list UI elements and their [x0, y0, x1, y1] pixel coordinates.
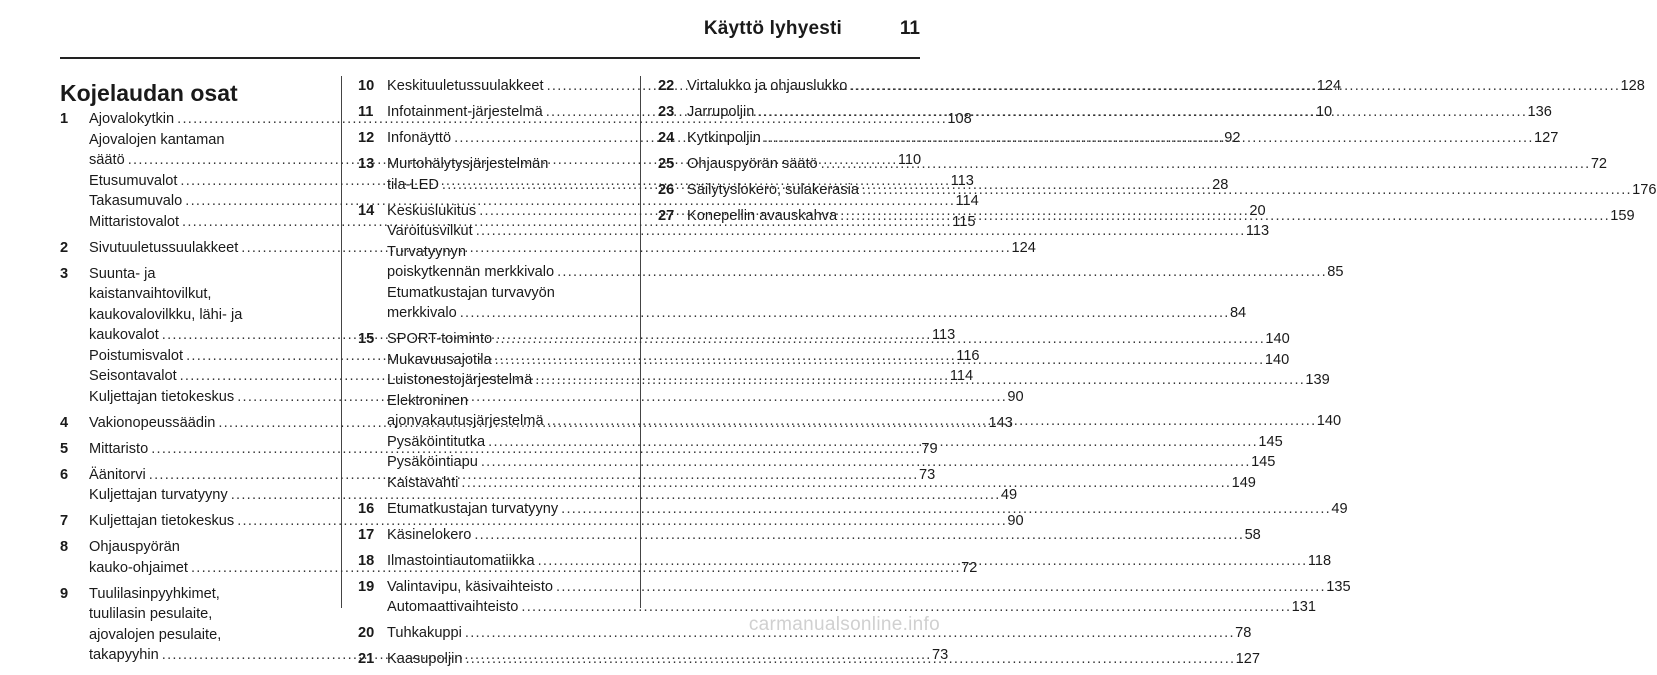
entry-label: Etusumuvalot	[89, 172, 178, 189]
entry-label: kaukovalovilkku, lähi- ja	[89, 306, 243, 323]
page-reference: 20	[1249, 202, 1266, 219]
entry-line	[89, 485, 1018, 506]
dot-leader	[547, 411, 1314, 432]
entry-line	[89, 604, 325, 625]
entry-number: 9	[60, 585, 69, 602]
dot-leader	[557, 262, 1324, 283]
entry-label: Suunta- ja	[89, 265, 156, 282]
entry-line	[387, 499, 1348, 520]
dot-leader	[850, 76, 1617, 97]
entry-number: 3	[60, 265, 69, 282]
dot-leader	[495, 350, 1262, 371]
page-reference: 90	[1007, 513, 1024, 529]
index-entry	[358, 525, 1261, 546]
entry-label: Luistonestojärjestelmä	[387, 372, 533, 388]
entry-number: 19	[358, 578, 375, 595]
page-header	[0, 0, 960, 60]
page-reference: 118	[1307, 552, 1332, 569]
entry-line	[387, 283, 626, 304]
entry-number: 25	[658, 156, 675, 172]
entry-body	[387, 525, 1261, 546]
dot-leader	[474, 525, 1241, 546]
index-entry	[358, 499, 1348, 520]
watermark-text: carmanualsonline.info	[748, 614, 940, 635]
page-reference: 28	[1212, 176, 1229, 193]
entry-number: 22	[658, 78, 675, 94]
entry-label: poiskytkennän merkkivalo	[387, 264, 555, 280]
page-reference: 72	[961, 559, 978, 576]
entry-number: 20	[358, 625, 375, 641]
entry-number: 24	[658, 130, 675, 146]
entry-number: 5	[60, 440, 69, 457]
entry-label: Konepellin avauskahva	[687, 208, 838, 224]
entry-line	[387, 452, 1276, 473]
entry-number: 27	[658, 208, 675, 224]
page-reference: 113	[931, 327, 956, 343]
page-reference: 124	[1316, 78, 1342, 94]
dot-leader	[495, 329, 1262, 350]
page-reference: 124	[1011, 239, 1036, 256]
entry-label: kaukovalot	[89, 327, 159, 343]
entry-label: Kuljettajan tietokeskus	[89, 388, 235, 405]
entry-number: 21	[358, 651, 375, 667]
dot-leader	[561, 499, 1328, 520]
page-reference: 176	[1632, 182, 1657, 198]
entry-number: 23	[658, 104, 675, 120]
entry-label: Infotainment-järjestelmä	[387, 104, 543, 120]
page-reference: 136	[1527, 104, 1552, 120]
page-reference: 108	[947, 111, 972, 127]
page-reference: 145	[1251, 454, 1276, 470]
dot-leader	[764, 128, 1531, 149]
entry-line	[89, 284, 325, 305]
page-reference: 84	[1229, 305, 1247, 321]
entry-label: kaistanvaihtovilkut,	[89, 286, 212, 302]
dot-leader	[460, 303, 1227, 324]
entry-label: Ajovalojen kantaman	[89, 131, 225, 148]
entry-label: Pysäköintitutka	[387, 433, 486, 450]
entry-line	[89, 130, 325, 151]
entry-label: Mukavuusajotila	[387, 351, 492, 368]
page-reference: 127	[1534, 130, 1559, 146]
section-title: Kojelaudan osat	[60, 80, 238, 106]
entry-label: Säilytyslokero, sulakerasia	[687, 182, 859, 198]
entry-body	[89, 511, 1024, 532]
entry-body	[387, 577, 1351, 618]
page-reference: 79	[921, 440, 938, 457]
page-reference: 135	[1326, 578, 1351, 595]
entry-label: merkkivalo	[387, 305, 457, 321]
entry-line	[387, 242, 626, 263]
entry-label: Ajovalokytkin	[89, 111, 175, 127]
page-reference: 114	[949, 368, 974, 384]
entry-label: säätö	[89, 152, 125, 168]
entry-label: Pysäköintiapu	[387, 454, 478, 470]
dot-leader	[556, 577, 1323, 598]
page-reference: 140	[1265, 331, 1290, 347]
entry-label: Automaattivaihteisto	[387, 599, 519, 615]
dot-leader	[465, 649, 1232, 670]
entry-body	[687, 154, 1608, 175]
page-reference: 10	[1315, 104, 1333, 120]
entry-label: ajovalojen pesulaite,	[89, 626, 222, 643]
entry-label: Jarrupoljin	[687, 104, 755, 120]
entry-line	[687, 154, 1608, 175]
entry-line	[89, 264, 325, 285]
entry-number: 2	[60, 239, 69, 256]
entry-number: 8	[60, 539, 69, 555]
entry-label: Käsinelokero	[387, 526, 472, 543]
page-reference: 159	[1610, 208, 1635, 224]
entry-body	[387, 499, 1348, 520]
entry-number: 11	[358, 104, 374, 120]
page-reference: 140	[1264, 351, 1290, 368]
page-reference: 78	[1235, 625, 1252, 641]
entry-label: Etumatkustajan turvavyön	[387, 284, 555, 301]
entry-label: Äänitorvi	[89, 466, 146, 483]
dot-leader	[862, 180, 1629, 201]
entry-label: tuulilasin pesulaite,	[89, 606, 213, 622]
page-reference: 58	[1244, 526, 1261, 543]
entry-line	[89, 305, 325, 326]
entry-label: kauko-ohjaimet	[89, 559, 188, 576]
entry-label: Etumatkustajan turvatyyny	[387, 500, 559, 517]
page-reference: 110	[897, 152, 922, 168]
entry-label: Tuhkakuppi	[387, 625, 462, 641]
index-entry	[358, 577, 1351, 618]
dot-leader	[821, 154, 1588, 175]
index-entry	[60, 511, 1024, 532]
entry-line	[89, 625, 325, 646]
entry-line	[89, 511, 1024, 532]
page-reference: 116	[956, 347, 980, 364]
entry-label: Takasumuvalo	[89, 193, 183, 209]
entry-label: Infonäyttö	[387, 130, 452, 146]
entry-label: Virtalukko ja ohjauslukko	[687, 78, 848, 94]
page-reference: 149	[1231, 474, 1256, 491]
page-reference: 128	[1620, 78, 1645, 94]
entry-label: Keskuslukitus	[387, 202, 477, 219]
page-reference: 131	[1291, 599, 1316, 615]
page-reference: 113	[950, 172, 974, 189]
entry-label: Elektroninen	[387, 392, 469, 409]
entry-label: SPORT-toiminto	[387, 331, 493, 347]
page-reference: 73	[918, 466, 936, 483]
entry-label: Ohjauspyörän säätö	[687, 156, 818, 172]
dot-leader	[535, 370, 1302, 391]
entry-line	[387, 303, 1247, 324]
entry-label: Murtohälytysjärjestelmän	[387, 156, 549, 172]
dot-leader	[481, 452, 1248, 473]
dot-leader	[538, 551, 1305, 572]
entry-label: Vakionopeussäädin	[89, 414, 216, 431]
dot-leader	[461, 473, 1228, 494]
page-reference: 72	[1590, 156, 1608, 172]
entry-label: Kuljettajan turvatyyny	[89, 487, 228, 503]
entry-label: Ohjauspyörän	[89, 539, 180, 555]
entry-line	[89, 537, 325, 558]
page-reference: 49	[1000, 487, 1018, 503]
entry-number: 26	[658, 182, 675, 198]
page-reference: 73	[931, 647, 949, 663]
entry-label: Valintavipu, käsivaihteisto	[387, 578, 554, 595]
entry-number: 16	[358, 500, 375, 517]
entry-line	[387, 577, 1351, 598]
index-entry	[658, 154, 1608, 175]
dot-leader	[840, 206, 1607, 227]
page-reference: 145	[1258, 433, 1283, 450]
entry-label: Varoitusvilkut	[387, 223, 473, 239]
entry-number: 4	[60, 414, 69, 431]
page-reference: 139	[1305, 372, 1330, 388]
entry-number: 6	[60, 466, 69, 483]
dot-leader	[757, 102, 1524, 123]
page-reference: 140	[1316, 413, 1342, 429]
entry-label: Poistumisvalot	[89, 347, 184, 364]
entry-label: ajonvakautusjärjestelmä	[387, 413, 544, 429]
entry-label: Keskituuletussuulakkeet	[387, 78, 544, 94]
entry-label: Mittaristo	[89, 440, 149, 457]
page-number: 11	[899, 18, 920, 39]
header-rule	[60, 57, 920, 59]
page-reference: 90	[1007, 388, 1024, 405]
entry-line	[387, 525, 1261, 546]
entry-label: Tuulilasinpyyhkimet,	[89, 585, 220, 602]
entry-label: Kytkinpoljin	[687, 130, 761, 146]
entry-line	[89, 584, 325, 605]
entry-number: 17	[358, 526, 375, 543]
entry-number: 15	[358, 331, 375, 347]
entry-label: Turvatyynyn	[387, 243, 466, 260]
entry-label: takapyyhin	[89, 647, 159, 663]
entry-line	[387, 597, 1316, 618]
page-reference: 127	[1235, 651, 1261, 667]
page-reference: 85	[1327, 264, 1344, 280]
page-reference: 49	[1331, 500, 1348, 517]
entry-label: Kuljettajan tietokeskus	[89, 513, 235, 529]
page-reference: 115	[952, 213, 976, 230]
entry-number: 7	[60, 513, 69, 529]
page-reference: 114	[955, 193, 979, 209]
entry-line	[387, 154, 626, 175]
entry-number: 1	[60, 111, 69, 127]
entry-label: Sivutuuletussuulakkeet	[89, 239, 239, 256]
page-title: Käyttö lyhyesti	[703, 18, 842, 39]
entry-label: Mittaristovalot	[89, 213, 180, 230]
entry-label: Kaistavahti	[387, 474, 459, 491]
entry-label: Ilmastointiautomatiikka	[387, 552, 535, 569]
entry-number: 14	[358, 202, 375, 219]
page-reference: 113	[1245, 223, 1270, 239]
entry-line	[387, 262, 1344, 283]
entry-number: 13	[358, 156, 375, 172]
page-reference: 143	[988, 414, 1013, 431]
dot-leader	[488, 432, 1255, 453]
entry-number: 10	[358, 78, 375, 94]
entry-label: tila-LED	[387, 176, 439, 193]
page-reference: 92	[1224, 130, 1241, 146]
entry-number: 12	[358, 130, 375, 146]
entry-line	[387, 391, 626, 412]
entry-label: Kaasupoljin	[387, 651, 463, 667]
entry-label: Seisontavalot	[89, 368, 177, 384]
entry-number: 18	[358, 552, 375, 569]
